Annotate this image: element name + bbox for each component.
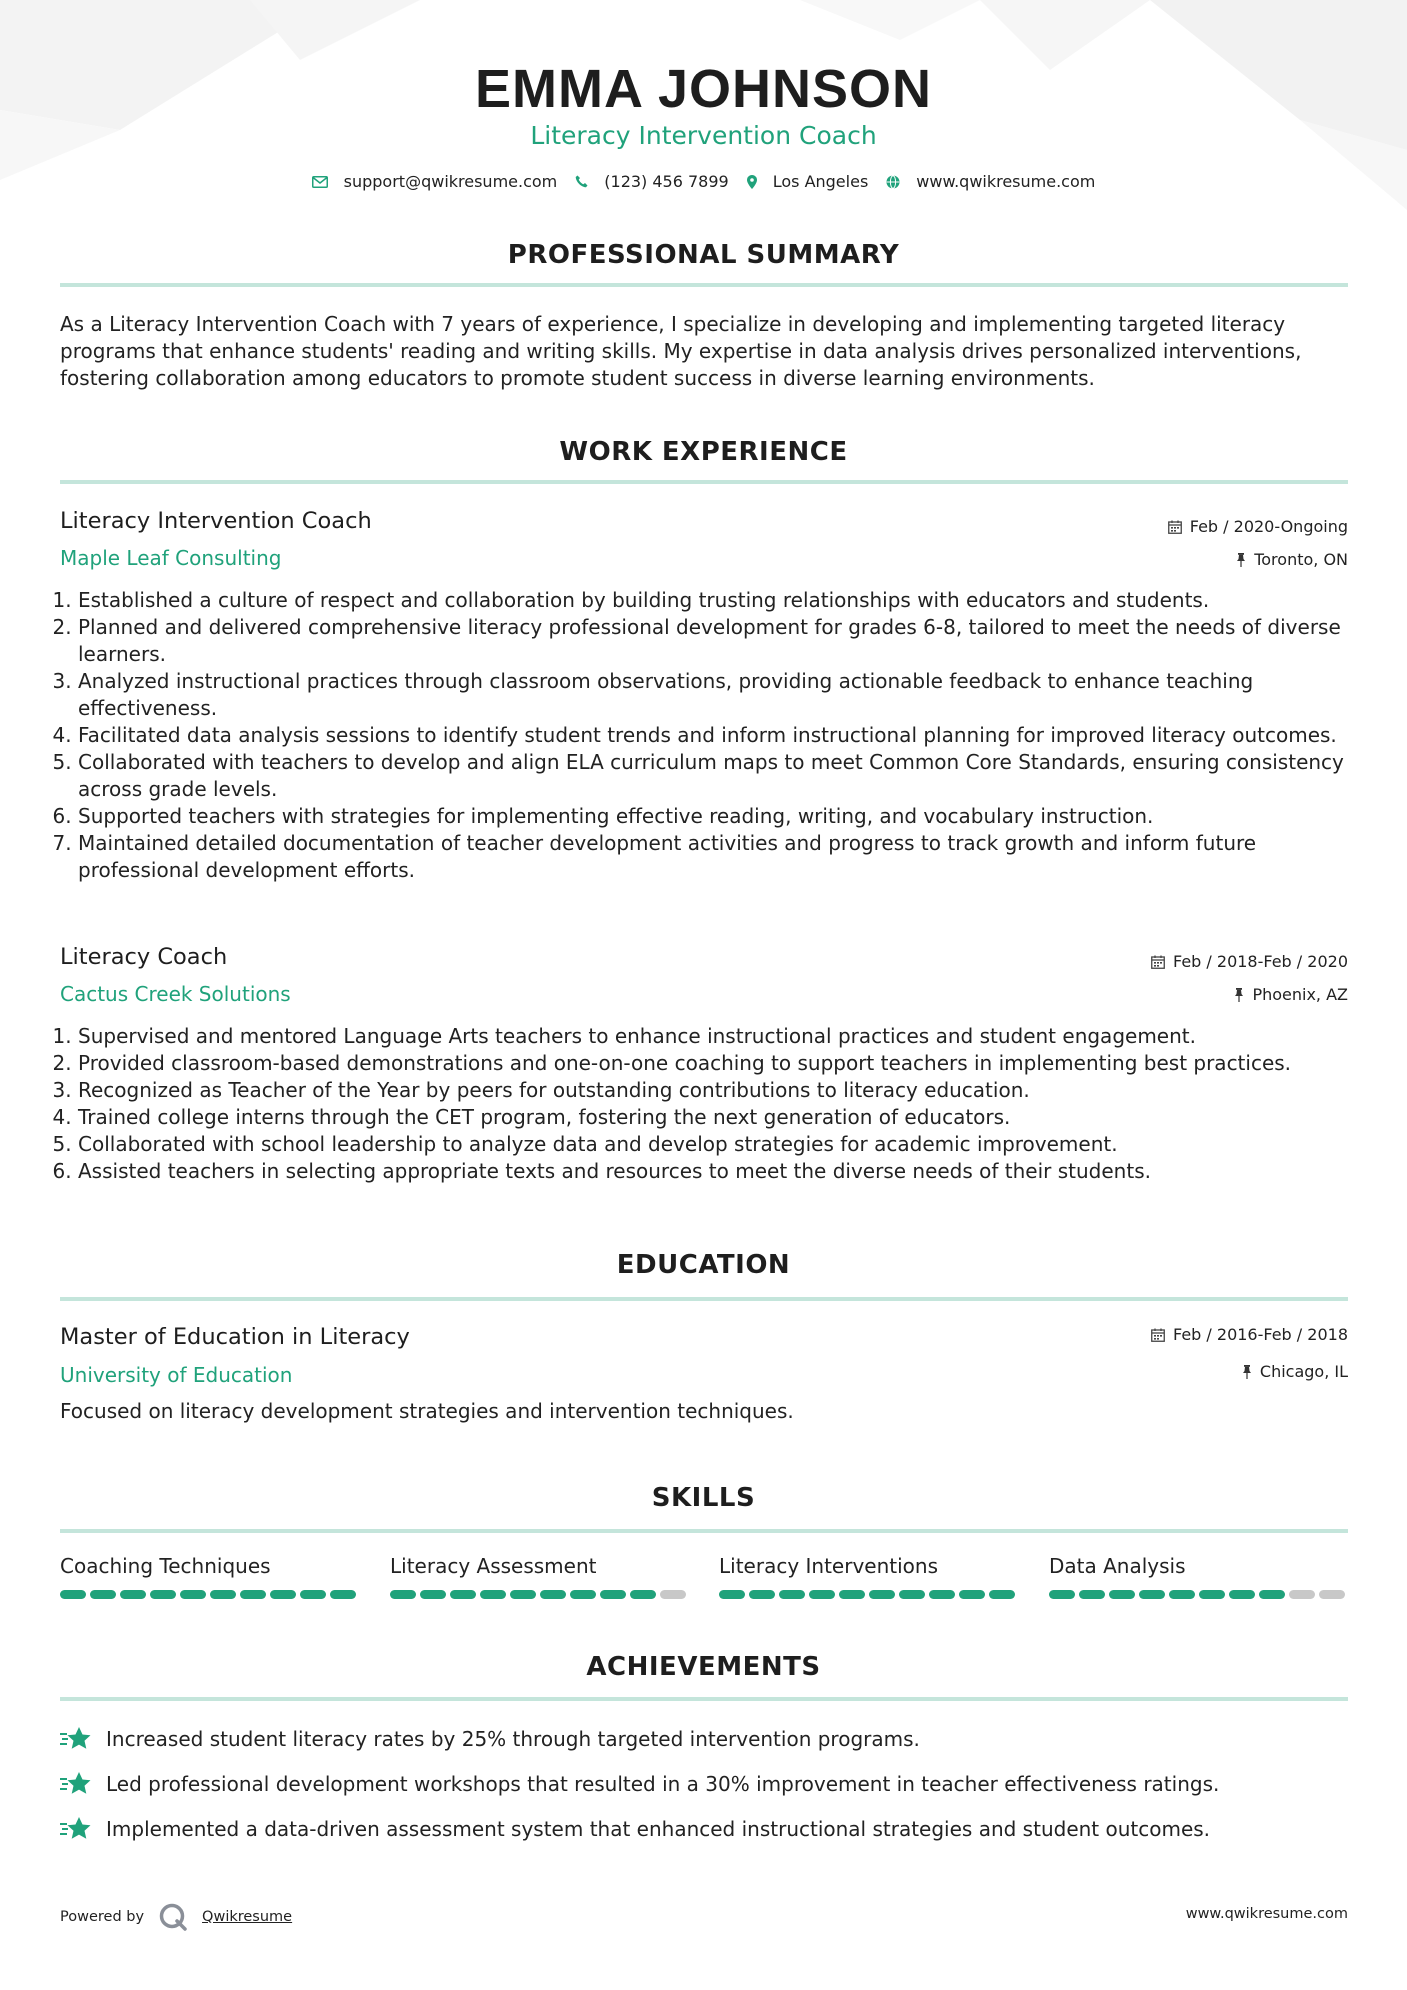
location-text: Los Angeles: [772, 172, 869, 191]
skill-dot-filled: [989, 1590, 1015, 1599]
star-icon: [60, 1816, 92, 1842]
skill-item: [390, 1554, 690, 1599]
achievements-divider: [60, 1697, 1348, 1701]
skills-heading: SKILLS: [651, 1483, 756, 1513]
job-dates-text: Feb / 2018-Feb / 2020: [1173, 952, 1348, 971]
contact-phone[interactable]: [575, 172, 728, 191]
list-item: 2. Provided classroom-based demonstrations and one-on-one coaching to support teachers in implementing best practices.: [78, 1050, 1368, 1077]
phone-icon: [575, 175, 588, 188]
list-item: 5. Collaborated with school leadership to analyze data and develop strategies for academic improvement.: [78, 1131, 1368, 1158]
footer-website[interactable]: www.qwikresume.com: [1185, 1906, 1348, 1922]
skill-dot-filled: [420, 1590, 446, 1599]
skill-dot-filled: [300, 1590, 326, 1599]
job-responsibilities: [60, 1023, 1368, 1185]
list-item: 6. Supported teachers with strategies for implementing effective reading, writing, and vocabulary instruction.: [78, 803, 1368, 830]
star-icon: [60, 1726, 92, 1752]
skill-rating: [390, 1590, 690, 1599]
skills-divider: [60, 1529, 1348, 1533]
achievement-text: Led professional development workshops that resulted in a 30% improvement in teacher effectiveness ratings.: [106, 1772, 1220, 1796]
skill-dot-filled: [630, 1590, 656, 1599]
summary-heading: PROFESSIONAL SUMMARY: [507, 240, 900, 270]
job-company: Cactus Creek Solutions: [60, 982, 291, 1006]
list-item: 3. Analyzed instructional practices through classroom observations, providing actionable feedback to enhance teaching effectiveness.: [78, 668, 1368, 722]
skill-dot-filled: [180, 1590, 206, 1599]
envelope-icon: [312, 176, 328, 188]
skill-name: Literacy Assessment: [390, 1554, 597, 1578]
skill-dot-filled: [749, 1590, 775, 1599]
skill-item: [60, 1554, 360, 1599]
list-item: 7. Maintained detailed documentation of teacher development activities and progress to track growth and inform future professional development efforts.: [78, 830, 1368, 884]
education-description: Focused on literacy development strategies and intervention techniques.: [60, 1399, 794, 1423]
skill-rating: [1049, 1590, 1349, 1599]
phone-text: (123) 456 7899: [604, 172, 729, 191]
skill-dot-filled: [540, 1590, 566, 1599]
skill-dot-filled: [899, 1590, 925, 1599]
skill-dot-filled: [809, 1590, 835, 1599]
skill-item: [719, 1554, 1019, 1599]
skill-name: Data Analysis: [1049, 1554, 1186, 1578]
achievement-item: [60, 1771, 1219, 1797]
summary-line: fostering collaboration among educators to promote student success in diverse learning environments.: [60, 366, 1095, 390]
globe-icon: [886, 175, 900, 189]
experience-divider: [60, 480, 1348, 484]
job-dates: [1151, 952, 1348, 971]
skill-dot-filled: [1139, 1590, 1165, 1599]
calendar-icon: [1151, 955, 1165, 969]
contact-location: [747, 172, 869, 191]
contact-email[interactable]: [312, 172, 558, 191]
skill-dot-filled: [510, 1590, 536, 1599]
skill-dot-filled: [210, 1590, 236, 1599]
achievement-text: Implemented a data-driven assessment system that enhanced instructional strategies and student outcomes.: [106, 1817, 1211, 1841]
list-item: 4. Facilitated data analysis sessions to identify student trends and inform instructional planning for improved literacy outcomes.: [78, 722, 1368, 749]
skill-dot-filled: [600, 1590, 626, 1599]
achievements-heading: ACHIEVEMENTS: [586, 1652, 821, 1682]
skill-dot-filled: [869, 1590, 895, 1599]
education-dates: [1151, 1325, 1348, 1344]
summary-line: programs that enhance students' reading and writing skills. My expertise in data analysis drives personalized interventions,: [60, 339, 1302, 363]
skill-dot-filled: [1169, 1590, 1195, 1599]
skill-dot-filled: [330, 1590, 356, 1599]
calendar-icon: [1151, 1328, 1165, 1342]
job-responsibilities: [60, 587, 1368, 884]
map-marker-icon: [747, 175, 757, 189]
job-location: [1236, 550, 1348, 569]
skill-dot-filled: [150, 1590, 176, 1599]
list-item: 4. Trained college interns through the CET program, fostering the next generation of educators.: [78, 1104, 1368, 1131]
skill-dot-filled: [1079, 1590, 1105, 1599]
qwikresume-logo-icon: [158, 1902, 188, 1932]
list-item: 2. Planned and delivered comprehensive literacy professional development for grades 6-8, tailored to meet the needs of diverse learners.: [78, 614, 1368, 668]
achievement-item: [60, 1816, 1210, 1842]
pushpin-icon: [1242, 1365, 1252, 1379]
education-heading: EDUCATION: [616, 1250, 791, 1280]
list-item: 1. Supervised and mentored Language Arts teachers to enhance instructional practices and student engagement.: [78, 1023, 1368, 1050]
skill-dot-empty: [660, 1590, 686, 1599]
job-company: Maple Leaf Consulting: [60, 546, 282, 570]
summary-line: As a Literacy Intervention Coach with 7 years of experience, I specialize in developing and implementing targeted literacy: [60, 312, 1286, 336]
calendar-icon: [1168, 520, 1182, 534]
skill-rating: [60, 1590, 360, 1599]
job-location-text: Toronto, ON: [1254, 550, 1348, 569]
pushpin-icon: [1236, 553, 1246, 567]
achievement-text: Increased student literacy rates by 25% through targeted intervention programs.: [106, 1727, 920, 1751]
skill-dot-filled: [1259, 1590, 1285, 1599]
skill-dot-filled: [450, 1590, 476, 1599]
website-text: www.qwikresume.com: [916, 172, 1096, 191]
contact-row: [0, 172, 1407, 191]
skill-dot-filled: [60, 1590, 86, 1599]
list-item: 5. Collaborated with teachers to develop and align ELA curriculum maps to meet Common Core Standards, ensuring consistency across grade levels.: [78, 749, 1368, 803]
skill-dot-filled: [120, 1590, 146, 1599]
skill-dot-filled: [779, 1590, 805, 1599]
powered-by-label: Powered by: [60, 1909, 145, 1925]
pushpin-icon: [1234, 988, 1244, 1002]
job-location: [1234, 985, 1348, 1004]
experience-heading: WORK EXPERIENCE: [559, 437, 848, 467]
skill-dot-filled: [480, 1590, 506, 1599]
degree-title: Master of Education in Literacy: [60, 1324, 410, 1350]
candidate-title: Literacy Intervention Coach: [530, 121, 877, 150]
job-title: Literacy Intervention Coach: [60, 508, 372, 534]
summary-text: [60, 311, 1350, 392]
list-item: 6. Assisted teachers in selecting appropriate texts and resources to meet the diverse needs of their students.: [78, 1158, 1368, 1185]
skill-dot-filled: [570, 1590, 596, 1599]
skill-dot-filled: [270, 1590, 296, 1599]
brand-link[interactable]: Qwikresume: [202, 1909, 293, 1925]
skill-dot-filled: [240, 1590, 266, 1599]
email-text: support@qwikresume.com: [343, 172, 558, 191]
education-location: [1242, 1362, 1348, 1381]
skill-dot-filled: [839, 1590, 865, 1599]
education-dates-text: Feb / 2016-Feb / 2018: [1173, 1325, 1348, 1344]
job-dates: [1168, 517, 1348, 536]
skill-dot-filled: [1109, 1590, 1135, 1599]
job-title: Literacy Coach: [60, 944, 228, 970]
skill-dot-empty: [1319, 1590, 1345, 1599]
skill-dot-filled: [719, 1590, 745, 1599]
list-item: 3. Recognized as Teacher of the Year by peers for outstanding contributions to literacy education.: [78, 1077, 1368, 1104]
skill-dot-filled: [1199, 1590, 1225, 1599]
list-item: 1. Established a culture of respect and collaboration by building trusting relationships with educators and students.: [78, 587, 1368, 614]
job-dates-text: Feb / 2020-Ongoing: [1189, 517, 1348, 536]
education-location-text: Chicago, IL: [1259, 1362, 1348, 1381]
skill-name: Coaching Techniques: [60, 1554, 271, 1578]
education-divider: [60, 1297, 1348, 1301]
achievement-item: [60, 1726, 920, 1752]
candidate-name: EMMA JOHNSON: [474, 59, 933, 119]
skill-dot-filled: [390, 1590, 416, 1599]
skill-rating: [719, 1590, 1019, 1599]
contact-website[interactable]: [886, 172, 1095, 191]
skill-name: Literacy Interventions: [719, 1554, 939, 1578]
summary-divider: [60, 283, 1348, 287]
skill-dot-filled: [1229, 1590, 1255, 1599]
star-icon: [60, 1771, 92, 1797]
school-name: University of Education: [60, 1363, 293, 1387]
skill-dot-filled: [959, 1590, 985, 1599]
footer-powered-by: [60, 1902, 292, 1932]
job-location-text: Phoenix, AZ: [1252, 985, 1348, 1004]
skill-item: [1049, 1554, 1349, 1599]
skill-dot-filled: [929, 1590, 955, 1599]
skill-dot-empty: [1289, 1590, 1315, 1599]
skill-dot-filled: [1049, 1590, 1075, 1599]
skill-dot-filled: [90, 1590, 116, 1599]
